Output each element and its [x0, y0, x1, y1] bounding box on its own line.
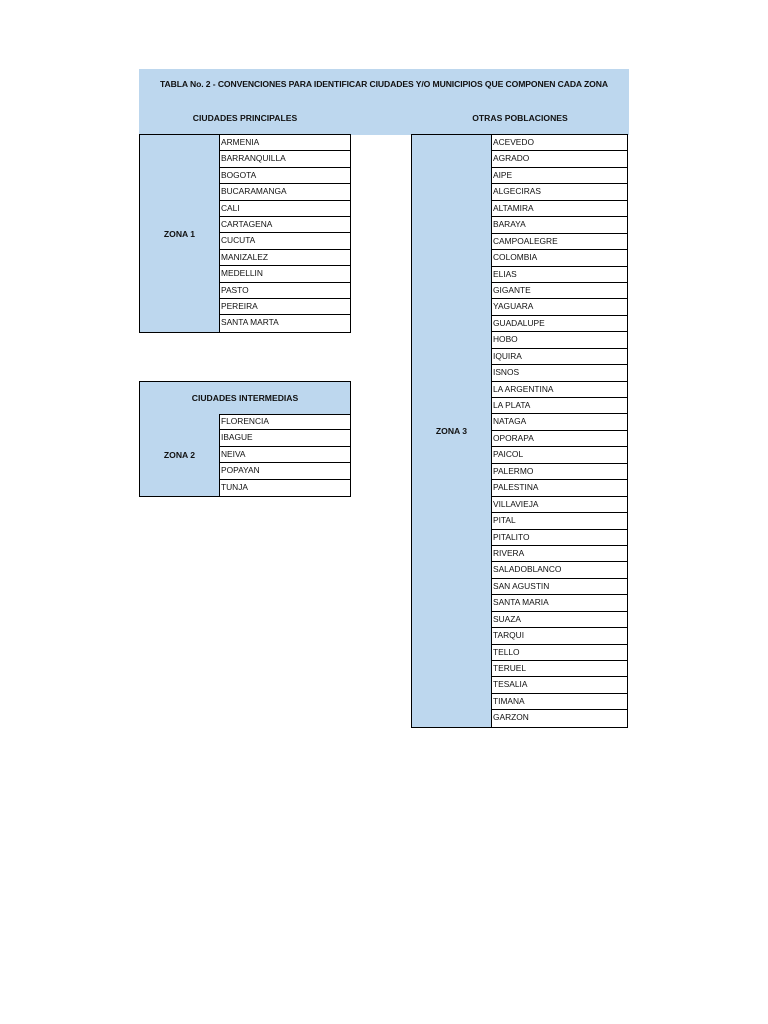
- city-row: TELLO: [491, 645, 627, 661]
- city-row: COLOMBIA: [491, 250, 627, 266]
- title-band: [139, 69, 629, 135]
- city-row: AIPE: [491, 168, 627, 184]
- city-row: NATAGA: [491, 414, 627, 430]
- city-row: ARMENIA: [219, 135, 350, 151]
- city-row: BUCARAMANGA: [219, 184, 350, 200]
- city-row: NEIVA: [219, 447, 350, 463]
- city-row: HOBO: [491, 332, 627, 348]
- city-row: GARZON: [493, 712, 529, 723]
- city-row: PAICOL: [491, 447, 627, 463]
- city-row: ISNOS: [491, 365, 627, 381]
- city-row: PEREIRA: [219, 299, 350, 315]
- city-row: SUAZA: [491, 612, 627, 628]
- city-row: TARQUI: [491, 628, 627, 644]
- city-row: FLORENCIA: [219, 414, 350, 430]
- header-intermedias: CIUDADES INTERMEDIAS: [139, 381, 351, 415]
- city-row: PALERMO: [491, 464, 627, 480]
- city-row: MEDELLIN: [219, 266, 350, 282]
- city-row: YAGUARA: [491, 299, 627, 315]
- city-row: CUCUTA: [219, 233, 350, 249]
- city-row: GUADALUPE: [491, 316, 627, 332]
- city-row: PITALITO: [491, 530, 627, 546]
- zone-1-cell: ZONA 1: [139, 134, 220, 333]
- city-row: TERUEL: [491, 661, 627, 677]
- city-row: TUNJA: [221, 481, 248, 492]
- zone-3-cell: ZONA 3: [411, 134, 492, 728]
- city-row: CARTAGENA: [219, 217, 350, 233]
- city-row: CAMPOALEGRE: [491, 234, 627, 250]
- city-row: BARAYA: [491, 217, 627, 233]
- city-row: AGRADO: [491, 151, 627, 167]
- intermedias-list: [219, 414, 351, 497]
- city-row: ACEVEDO: [491, 135, 627, 151]
- city-row: RIVERA: [491, 546, 627, 562]
- city-row: SAN AGUSTIN: [491, 579, 627, 595]
- city-row: PITAL: [491, 513, 627, 529]
- city-row: LA PLATA: [491, 398, 627, 414]
- city-row: CALI: [219, 201, 350, 217]
- header-otras: OTRAS POBLACIONES: [472, 113, 568, 123]
- otras-list: [491, 134, 628, 728]
- city-row: SANTA MARTA: [221, 317, 279, 328]
- city-row: OPORAPA: [491, 431, 627, 447]
- city-row: BOGOTA: [219, 168, 350, 184]
- city-row: SALADOBLANCO: [491, 562, 627, 578]
- city-row: POPAYAN: [219, 463, 350, 479]
- city-row: IBAGUE: [219, 430, 350, 446]
- city-row: LA ARGENTINA: [491, 382, 627, 398]
- city-row: TIMANA: [491, 694, 627, 710]
- header-principales: CIUDADES PRINCIPALES: [192, 113, 298, 123]
- table-title: TABLA No. 2 - CONVENCIONES PARA IDENTIFICAR CIUDADES Y/O MUNICIPIOS QUE COMPONEN CADA ZONA: [160, 79, 608, 89]
- city-row: ALGECIRAS: [491, 184, 627, 200]
- city-row: ELIAS: [491, 267, 627, 283]
- principales-list: [219, 134, 351, 333]
- city-row: VILLAVIEJA: [491, 497, 627, 513]
- city-row: PASTO: [219, 283, 350, 299]
- city-row: GIGANTE: [491, 283, 627, 299]
- city-row: ALTAMIRA: [491, 201, 627, 217]
- city-row: MANIZALEZ: [219, 250, 350, 266]
- city-row: SANTA MARIA: [491, 595, 627, 611]
- zone-2-cell: ZONA 2: [139, 414, 220, 497]
- city-row: IQUIRA: [491, 349, 627, 365]
- city-row: PALESTINA: [491, 480, 627, 496]
- city-row: TESALIA: [491, 677, 627, 693]
- city-row: BARRANQUILLA: [219, 151, 350, 167]
